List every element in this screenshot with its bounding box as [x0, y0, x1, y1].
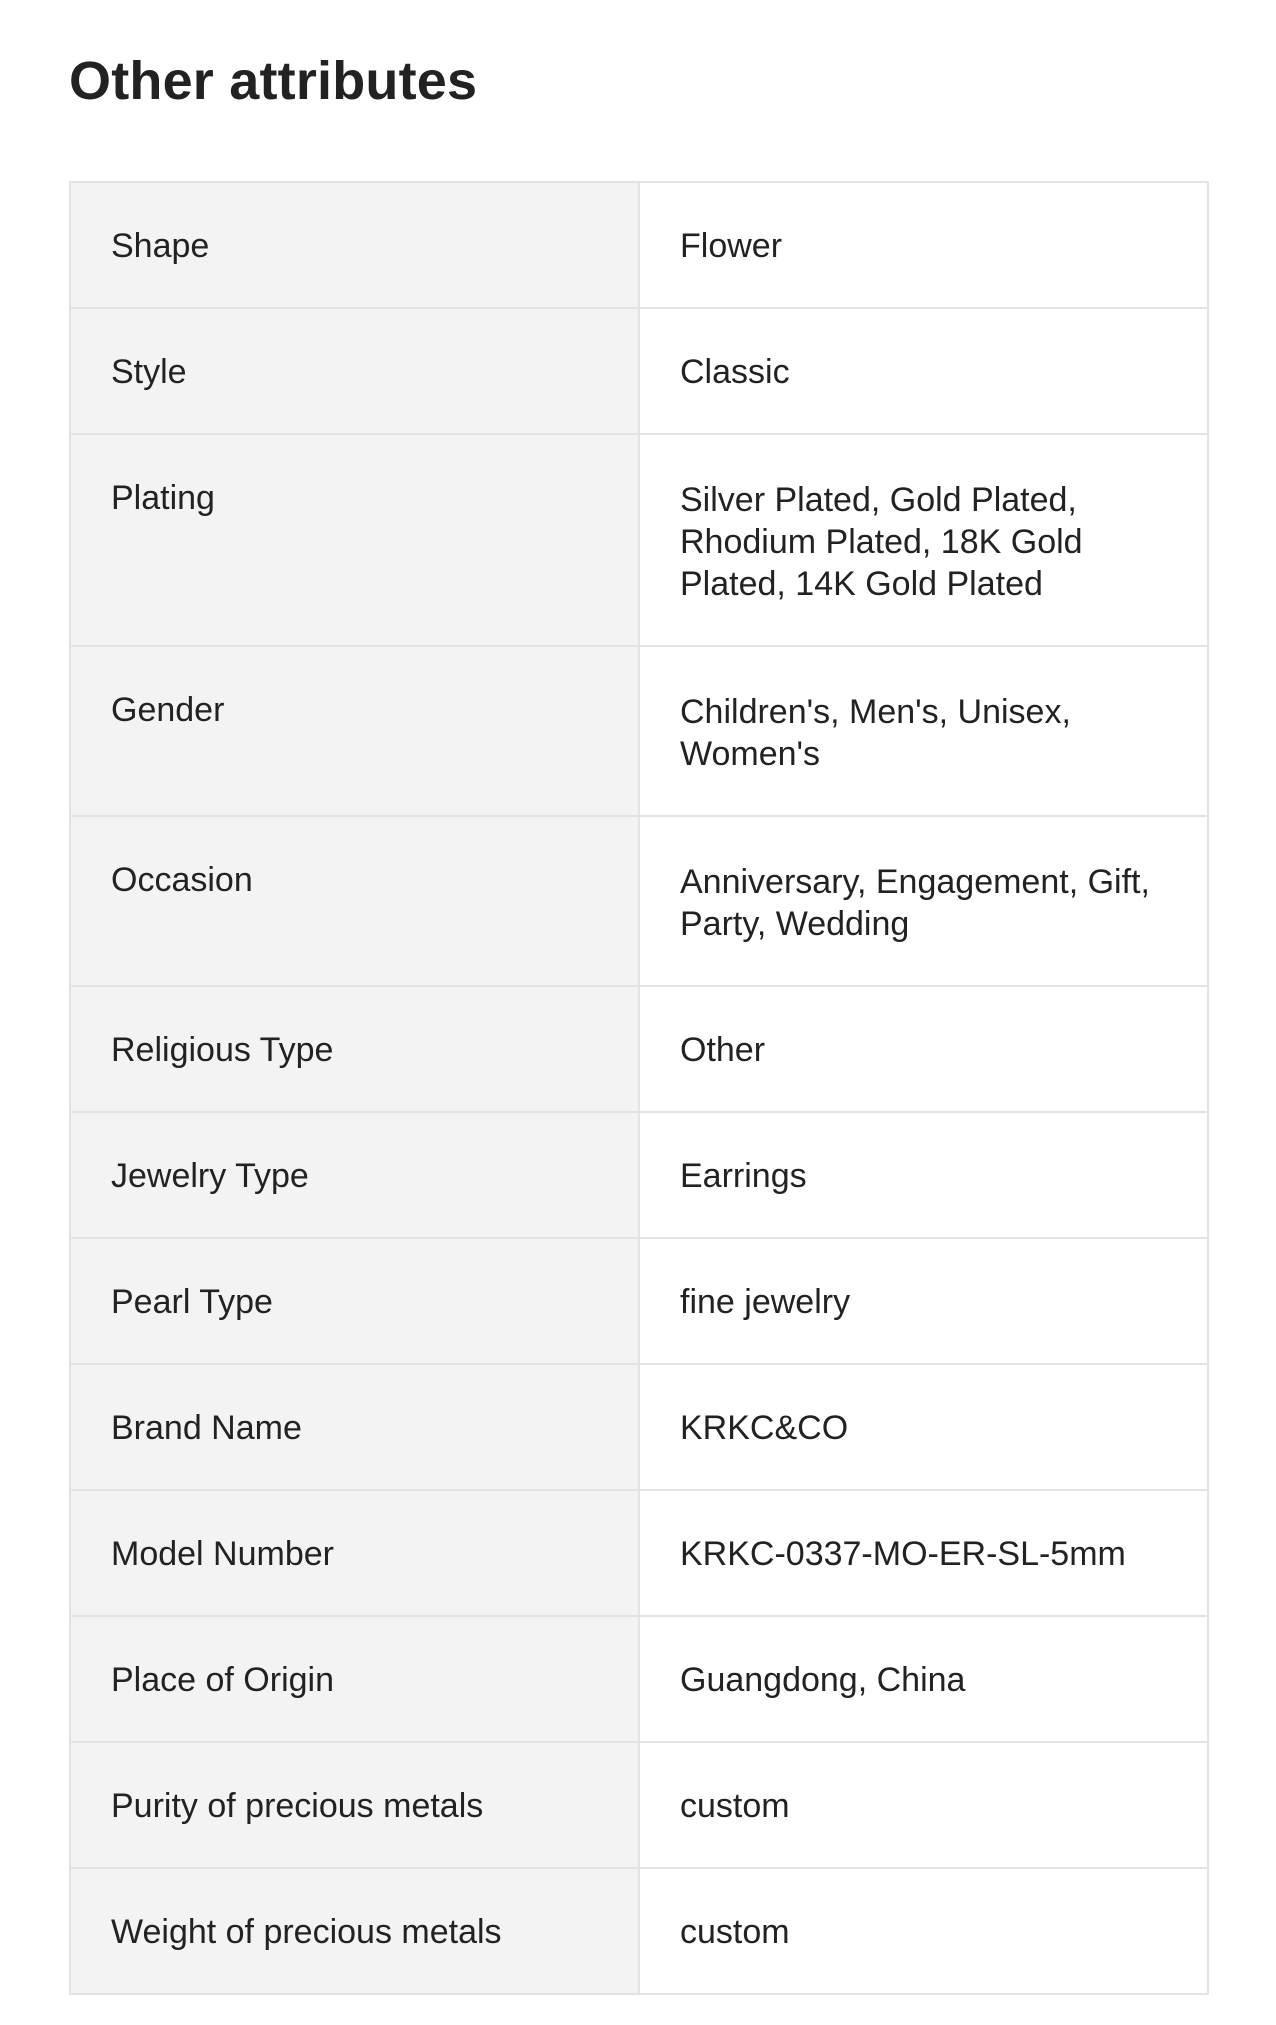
attribute-name: Plating	[70, 434, 639, 646]
attribute-name: Weight of precious metals	[70, 1868, 639, 1994]
section-title: Other attributes	[69, 51, 478, 111]
table-row	[70, 1238, 1208, 1364]
attributes-table	[69, 181, 1209, 1995]
attribute-value: Silver Plated, Gold Plated, Rhodium Plated, 18K Gold Plated, 14K Gold Plated	[639, 434, 1208, 646]
attribute-value: custom	[639, 1742, 1208, 1868]
attribute-value: Guangdong, China	[639, 1616, 1208, 1742]
attribute-name: Model Number	[70, 1490, 639, 1616]
attribute-name: Brand Name	[70, 1364, 639, 1490]
table-row	[70, 1616, 1208, 1742]
attribute-name: Pearl Type	[70, 1238, 639, 1364]
table-row	[70, 434, 1208, 646]
attribute-value: KRKC-0337-MO-ER-SL-5mm	[639, 1490, 1208, 1616]
attribute-name: Religious Type	[70, 986, 639, 1112]
table-row	[70, 1112, 1208, 1238]
attribute-value: Anniversary, Engagement, Gift, Party, Wedding	[639, 816, 1208, 986]
attribute-value: fine jewelry	[639, 1238, 1208, 1364]
attribute-name: Occasion	[70, 816, 639, 986]
attribute-value: Earrings	[639, 1112, 1208, 1238]
table-row	[70, 308, 1208, 434]
table-row	[70, 646, 1208, 816]
attribute-value: Children's, Men's, Unisex, Women's	[639, 646, 1208, 816]
attribute-value: custom	[639, 1868, 1208, 1994]
attribute-name: Place of Origin	[70, 1616, 639, 1742]
attribute-value: KRKC&CO	[639, 1364, 1208, 1490]
attribute-name: Shape	[70, 182, 639, 308]
table-row	[70, 986, 1208, 1112]
attribute-value: Other	[639, 986, 1208, 1112]
table-row	[70, 182, 1208, 308]
table-row	[70, 1868, 1208, 1994]
attribute-name: Purity of precious metals	[70, 1742, 639, 1868]
table-row	[70, 1490, 1208, 1616]
attribute-name: Style	[70, 308, 639, 434]
table-row	[70, 816, 1208, 986]
table-row	[70, 1742, 1208, 1868]
attribute-value: Classic	[639, 308, 1208, 434]
attribute-name: Gender	[70, 646, 639, 816]
attribute-value: Flower	[639, 182, 1208, 308]
table-row	[70, 1364, 1208, 1490]
other-attributes-section	[69, 0, 1207, 1951]
attribute-name: Jewelry Type	[70, 1112, 639, 1238]
